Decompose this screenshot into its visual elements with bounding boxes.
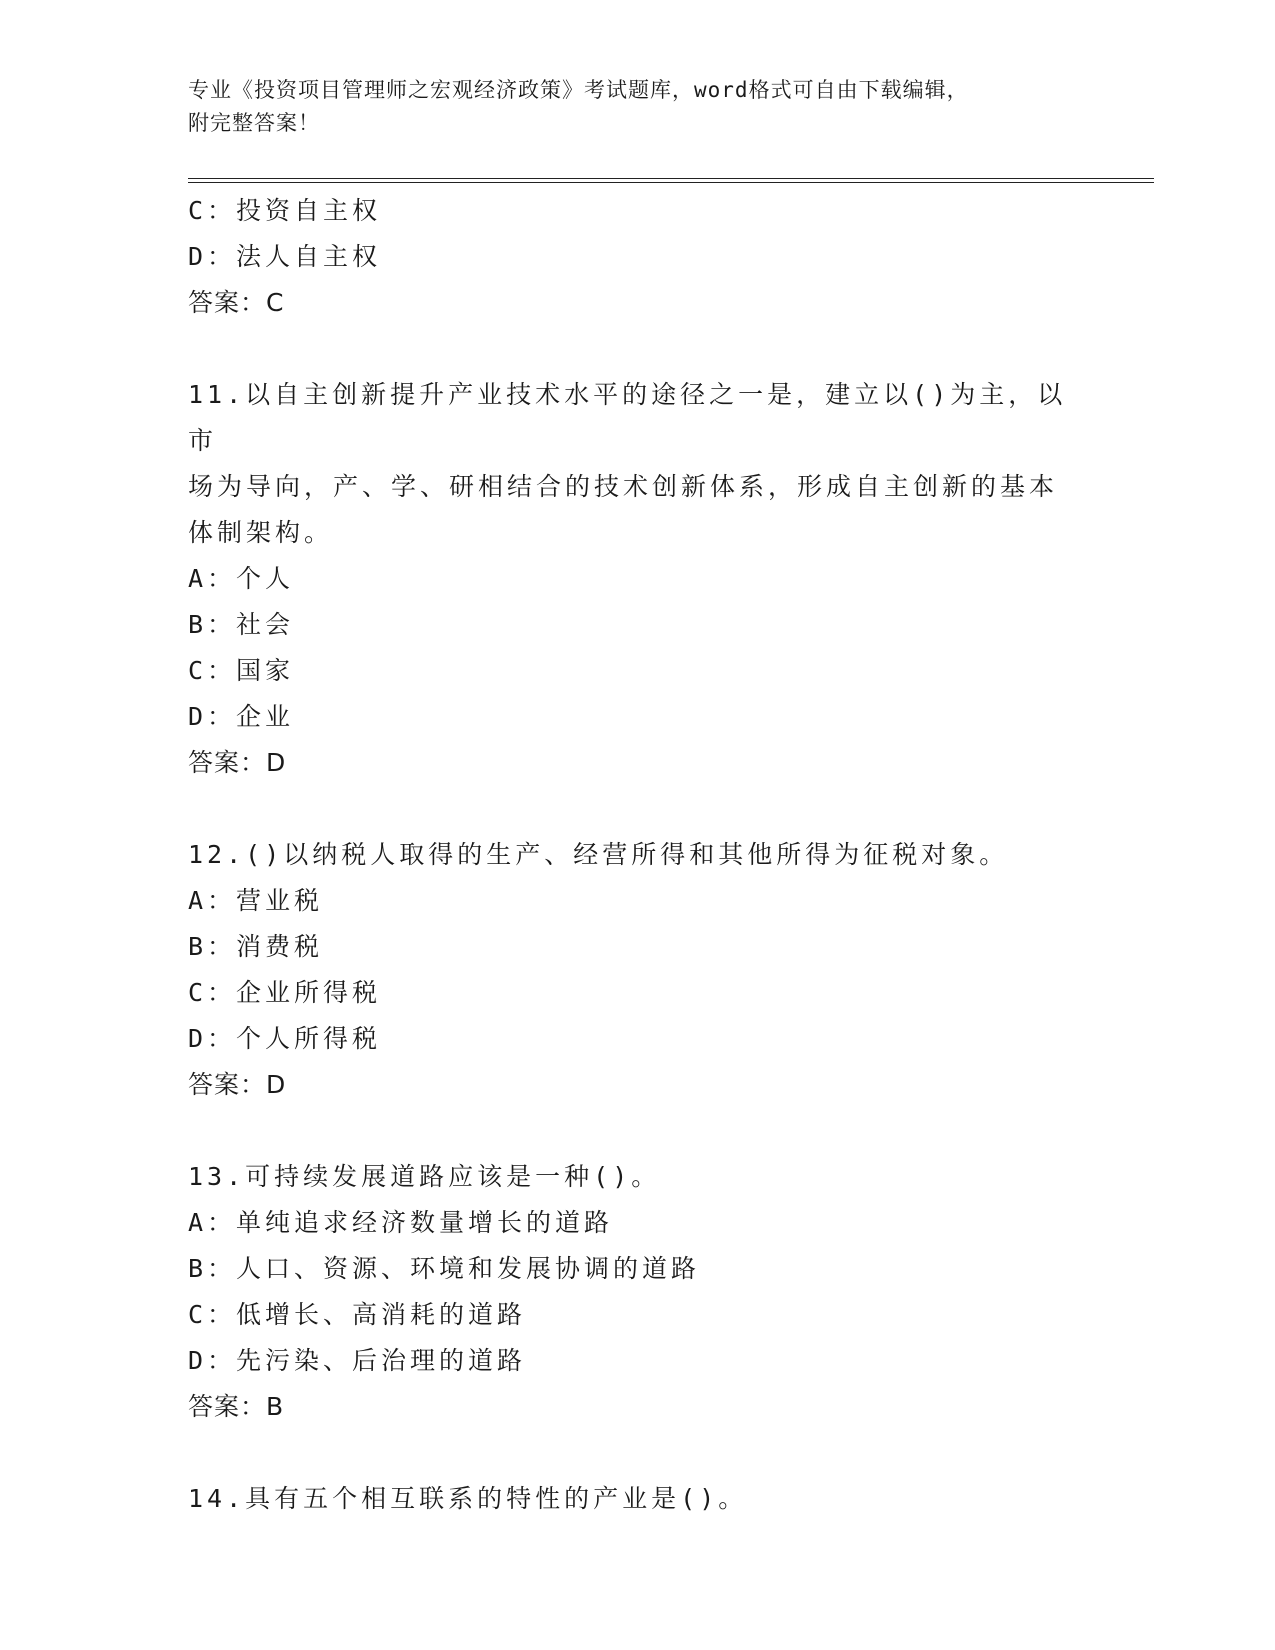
question-11	[188, 372, 1088, 786]
question-text-line: 11.以自主创新提升产业技术水平的途径之一是，建立以()为主，以市	[188, 380, 1067, 455]
question-14	[188, 1476, 1088, 1522]
question-13	[188, 1154, 1088, 1430]
prev-question-block	[188, 188, 1088, 326]
header-line-2: 附完整答案！	[188, 111, 320, 135]
option-d: D：法人自主权	[188, 242, 382, 271]
question-text-line: 13.可持续发展道路应该是一种()。	[188, 1162, 661, 1191]
option-c: C：国家	[188, 656, 295, 685]
question-text-line: 场为导向，产、学、研相结合的技术创新体系，形成自主创新的基本	[188, 472, 1059, 501]
option-b: B：人口、资源、环境和发展协调的道路	[188, 1254, 701, 1283]
option-d: D：先污染、后治理的道路	[188, 1346, 527, 1375]
option-c: C：低增长、高消耗的道路	[188, 1300, 527, 1329]
option-a: A：营业税	[188, 886, 324, 915]
document-header	[188, 74, 1068, 140]
option-a: A：个人	[188, 564, 295, 593]
option-d: D：企业	[188, 702, 295, 731]
question-list	[188, 188, 1088, 1522]
option-a: A：单纯追求经济数量增长的道路	[188, 1208, 614, 1237]
spacer	[188, 1108, 1088, 1154]
question-12	[188, 832, 1088, 1108]
header-divider-bottom	[188, 182, 1154, 183]
answer-line: 答案：D	[188, 748, 287, 777]
option-b: B：消费税	[188, 932, 324, 961]
header-line-1: 专业《投资项目管理师之宏观经济政策》考试题库，word格式可自由下载编辑，	[188, 78, 969, 102]
answer-line: 答案：B	[188, 1392, 285, 1421]
option-b: B：社会	[188, 610, 295, 639]
question-text-line: 12.()以纳税人取得的生产、经营所得和其他所得为征税对象。	[188, 840, 1009, 869]
option-d: D：个人所得税	[188, 1024, 382, 1053]
question-text-line: 14.具有五个相互联系的特性的产业是()。	[188, 1484, 748, 1513]
question-text-line: 体制架构。	[188, 518, 334, 547]
header-divider-top	[188, 178, 1154, 179]
spacer	[188, 1430, 1088, 1476]
option-c: C：企业所得税	[188, 978, 382, 1007]
answer-line: 答案：D	[188, 1070, 287, 1099]
option-c: C：投资自主权	[188, 196, 382, 225]
answer-line: 答案：C	[188, 288, 285, 317]
spacer	[188, 326, 1088, 372]
spacer	[188, 786, 1088, 832]
